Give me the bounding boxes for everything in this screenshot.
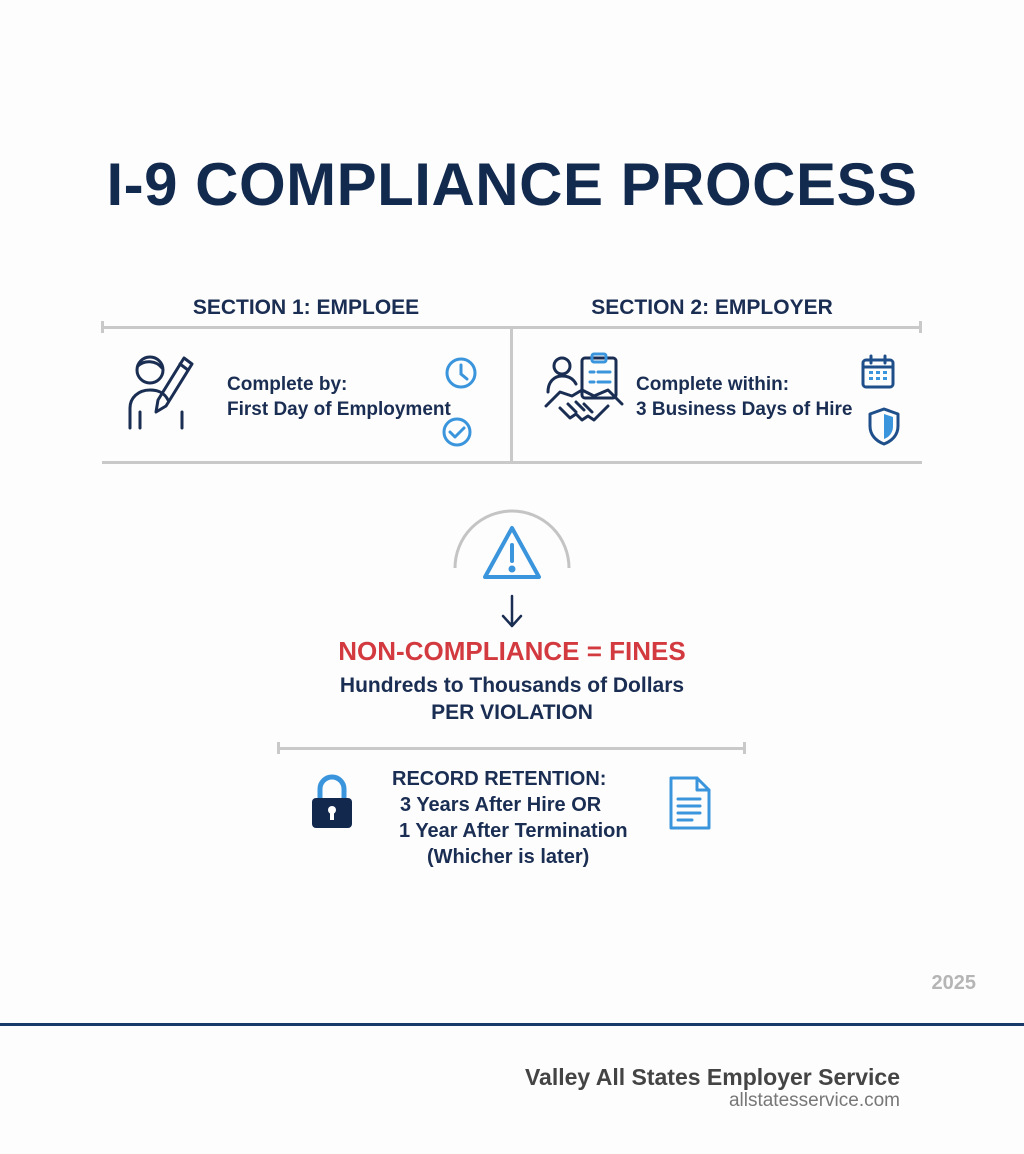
section-1-text — [227, 372, 451, 422]
divider-tick-right — [919, 321, 922, 333]
section-1-line-2: First Day of Employment — [227, 399, 451, 420]
person-with-pen-icon — [126, 352, 212, 432]
retention-heading: RECORD RETENTION: — [392, 768, 607, 790]
fines-line-2: PER VIOLATION — [431, 701, 593, 724]
retention-tick-right — [743, 742, 746, 754]
retention-tick-left — [277, 742, 280, 754]
retention-line-2: 1 Year After Termination — [399, 820, 628, 842]
section-2-line-1: Complete within: — [636, 374, 790, 395]
fines-line-1: Hundreds to Thousands of Dollars — [339, 674, 685, 697]
calendar-icon — [860, 354, 896, 395]
document-icon — [668, 775, 712, 836]
page-title: I-9 COMPLIANCE PROCESS — [106, 151, 918, 218]
sections-bottom-divider — [102, 461, 922, 464]
down-arrow-icon — [499, 594, 525, 635]
section-2-text — [636, 372, 852, 422]
lock-icon — [309, 774, 355, 835]
handshake-clipboard-icon — [544, 352, 624, 434]
fines-detail — [0, 672, 1024, 726]
sections-center-divider — [510, 328, 513, 464]
warning-triangle-icon — [481, 524, 543, 587]
clock-icon — [444, 356, 478, 395]
shield-icon — [866, 406, 902, 451]
retention-line-1: 3 Years After Hire OR — [400, 794, 602, 816]
retention-divider — [278, 747, 746, 750]
company-url[interactable]: allstatesservice.com — [728, 1090, 900, 1111]
year-label: 2025 — [931, 972, 976, 994]
divider-tick-left — [101, 321, 104, 333]
company-name: Valley All States Employer Service — [524, 1064, 900, 1090]
footer-divider — [0, 1023, 1024, 1026]
check-circle-icon — [441, 416, 473, 453]
non-compliance-headline: NON-COMPLIANCE = FINES — [338, 636, 686, 666]
section-1-line-1: Complete by: — [227, 374, 348, 395]
section-2-heading: SECTION 2: EMPLOYER — [591, 296, 833, 319]
retention-line-3: (Whicher is later) — [427, 846, 590, 868]
section-1-heading: SECTION 1: EMPLOEE — [192, 296, 420, 319]
section-2-line-2: 3 Business Days of Hire — [636, 399, 853, 420]
